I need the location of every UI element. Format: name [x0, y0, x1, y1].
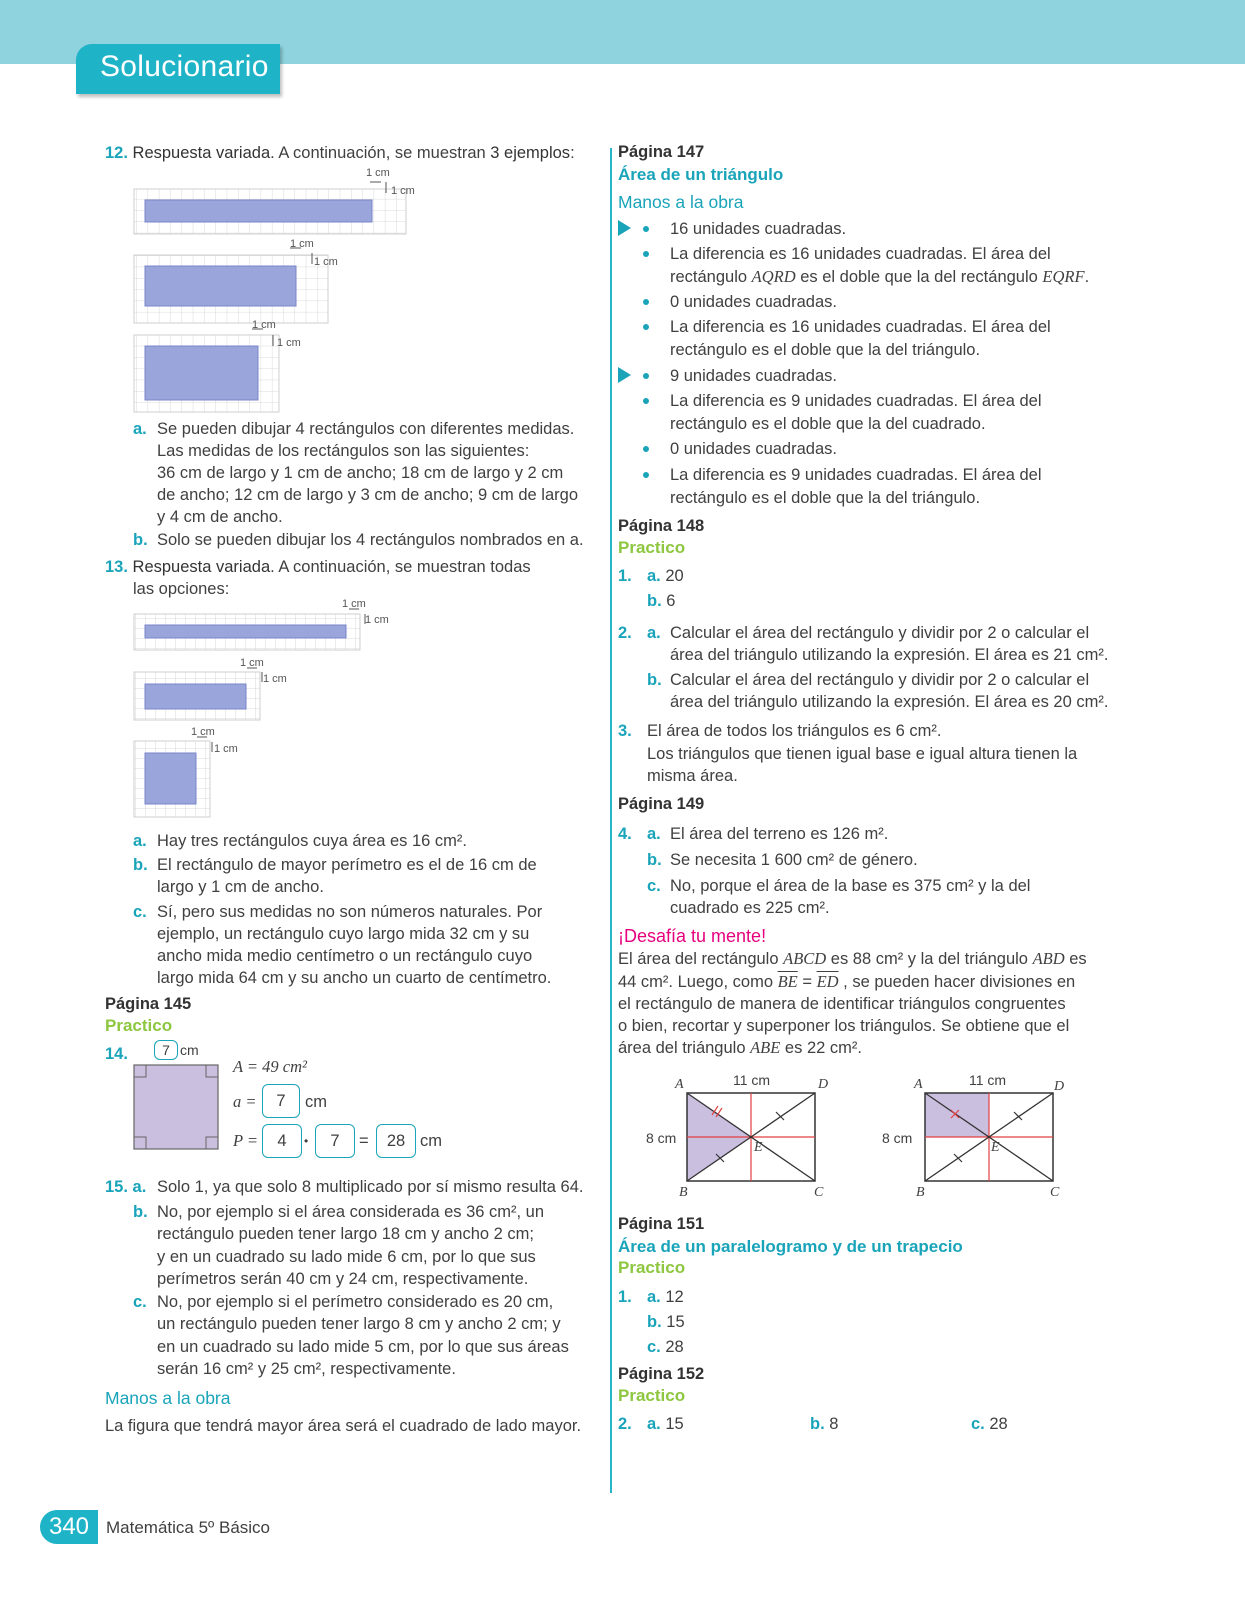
grid-label: 1 cm: [277, 337, 301, 349]
s1-c: c. 28: [647, 1338, 684, 1356]
bullet-text: rectángulo es el doble que la del triángulo.: [670, 341, 981, 359]
vertex-label: D: [1054, 1079, 1065, 1094]
q15-b-line: y en un cuadrado su lado mide 6 cm, por lo que sus: [157, 1248, 536, 1266]
q13-grids: [125, 598, 605, 823]
bullet-icon: [643, 373, 649, 379]
q14-number: 14.: [105, 1045, 128, 1063]
bullet-text: rectángulo es el doble que la del triángulo.: [670, 489, 981, 507]
bullet-text: La diferencia es 16 unidades cuadradas. El área del: [670, 245, 1051, 263]
bullet-icon: [643, 226, 649, 232]
q12-grids: [125, 165, 605, 415]
grid-label: 1 cm: [252, 319, 276, 331]
manos-heading: Manos a la obra: [618, 192, 744, 212]
r2-b-line: área del triángulo utilizando la expresión. El área es 20 cm².: [670, 693, 1109, 711]
r1-b-label: b. 6: [647, 592, 676, 610]
r4-c-line: No, porque el área de la base es 375 cm² y la del: [670, 877, 1031, 895]
bullet-text: La diferencia es 16 unidades cuadradas. El área del: [670, 318, 1051, 336]
bullet-text: La diferencia es 9 unidades cuadradas. El área del: [670, 392, 1042, 410]
r1-a-label: a. 20: [647, 567, 684, 585]
desafia-line: el rectángulo de manera de identificar triángulos congruentes: [618, 995, 1066, 1013]
side-value-unit: cm: [305, 1093, 327, 1111]
bullet-icon: [643, 324, 649, 330]
grid-label: 1 cm: [240, 657, 264, 669]
q15-c-line: serán 16 cm² y 25 cm², respectivamente.: [157, 1360, 456, 1378]
r3-line: Los triángulos que tienen igual base e igual altura tienen la: [647, 745, 1078, 763]
height-label: 8 cm: [882, 1130, 913, 1146]
bullet-text: 9 unidades cuadradas.: [670, 367, 837, 385]
grid-label: 1 cm: [214, 743, 238, 755]
r4: 4.: [618, 825, 632, 843]
page-number: 340: [40, 1510, 98, 1544]
q15-b: b.: [133, 1203, 148, 1221]
page-heading-149: Página 149: [618, 795, 705, 813]
page-heading-147: Página 147: [618, 143, 705, 161]
vertex-label: B: [679, 1185, 688, 1200]
grid-label: 1 cm: [314, 256, 338, 268]
bullet-text: 0 unidades cuadradas.: [670, 293, 837, 311]
vertex-label: C: [814, 1185, 824, 1200]
play-arrow-icon: [618, 220, 631, 236]
q13-b-line: El rectángulo de mayor perímetro es el de 16 cm de: [157, 856, 537, 874]
q12-a-line: Se pueden dibujar 4 rectángulos con diferentes medidas.: [157, 420, 575, 438]
r3: 3.: [618, 722, 632, 740]
grid-label: 1 cm: [191, 726, 215, 738]
bullet-icon: [643, 472, 649, 478]
perimeter-result-box: 28: [376, 1124, 416, 1158]
vertex-label: E: [754, 1140, 763, 1155]
desafia-heading: ¡Desafía tu mente!: [618, 926, 767, 946]
page-heading-151: Página 151: [618, 1215, 705, 1233]
r4-a-text: El área del terreno es 126 m².: [670, 825, 889, 843]
rectangle-figures: [640, 1070, 1100, 1200]
q13-heading: 13. Respuesta variada. A continuación, se muestran todas: [105, 558, 531, 576]
perimeter-box-2: 7: [315, 1124, 355, 1158]
side-label: a =: [233, 1092, 257, 1111]
q12-a-line: y 4 cm de ancho.: [157, 508, 283, 526]
s1-b: b. 15: [647, 1313, 685, 1331]
bullet-text: 16 unidades cuadradas.: [670, 220, 847, 238]
page-heading-145: Página 145: [105, 995, 192, 1013]
bullet-text: rectángulo es el doble que la del cuadrado.: [670, 415, 986, 433]
q15-a-text: Solo 1, ya que solo 8 multiplicado por sí mismo resulta 64.: [157, 1178, 584, 1196]
desafia-line: 44 cm². Luego, como $\overline{BE} = \overline{ED}$ , se pueden hacer divisiones en: [618, 972, 1076, 991]
figure-left: [687, 1093, 815, 1181]
q15-b-line: perímetros serán 40 cm y 24 cm, respectivamente.: [157, 1270, 529, 1288]
bullet-text: rectángulo AQRD es el doble que la del rectángulo EQRF.: [670, 267, 1090, 286]
play-arrow-icon: [618, 367, 631, 383]
practico-heading: Practico: [105, 1016, 173, 1035]
q13-a-text: Hay tres rectángulos cuya área es 16 cm².: [157, 832, 467, 850]
q15-c-line: en un cuadrado su lado mide 5 cm, por lo que sus áreas: [157, 1338, 569, 1356]
r2: 2.: [618, 624, 632, 642]
column-divider: [610, 148, 612, 1493]
q12-a-line: 36 cm de largo y 1 cm de ancho; 18 cm de largo y 2 cm: [157, 464, 564, 482]
q13-b-line: largo y 1 cm de ancho.: [157, 878, 324, 896]
practico-heading: Practico: [618, 538, 686, 557]
r2-a-label: a.: [647, 624, 661, 642]
perimeter-box-1: 4: [262, 1124, 302, 1158]
s1: 1.: [618, 1288, 632, 1306]
bullet-icon: [643, 299, 649, 305]
q13-heading-line2: las opciones:: [133, 580, 230, 598]
q15-c: c.: [133, 1293, 147, 1311]
q12-a-line: Las medidas de los rectángulos son las siguientes:: [157, 442, 530, 460]
r4-b-text: Se necesita 1 600 cm² de género.: [670, 851, 918, 869]
manos-text: La figura que tendrá mayor área será el cuadrado de lado mayor.: [105, 1417, 582, 1435]
page-heading-148: Página 148: [618, 517, 705, 535]
desafia-line: o bien, recortar y superponer los triángulos. Se obtiene que el: [618, 1017, 1070, 1035]
vertex-label: E: [991, 1140, 1000, 1155]
practico-heading: Practico: [618, 1386, 686, 1405]
q15-c-line: No, por ejemplo si el perímetro considerado es 20 cm,: [157, 1293, 554, 1311]
q13-c: c.: [133, 903, 147, 921]
r4-c-line: cuadrado es 225 cm².: [670, 899, 830, 917]
s1-a: a. 12: [647, 1288, 684, 1306]
q13-c-line: ancho mida medio centímetro o un rectángulo cuyo: [157, 947, 533, 965]
side-unit: cm: [180, 1042, 199, 1058]
q13-b: b.: [133, 856, 148, 874]
r3-line: El área de todos los triángulos es 6 cm².: [647, 722, 942, 740]
width-label: 11 cm: [733, 1072, 771, 1088]
practico-heading: Practico: [618, 1258, 686, 1277]
r4-b: b.: [647, 851, 662, 869]
vertex-label: D: [818, 1077, 829, 1092]
q15-b-line: No, por ejemplo si el área considerada es 36 cm², un: [157, 1203, 545, 1221]
section-heading: Área de un paralelogramo y de un trapecio: [618, 1237, 963, 1256]
q12-a: a.: [133, 420, 147, 438]
r2-b-label: b.: [647, 671, 662, 689]
bullet-text: La diferencia es 9 unidades cuadradas. El área del: [670, 466, 1042, 484]
q12-heading: 12. Respuesta variada. A continuación, se muestran 3 ejemplos:: [105, 144, 575, 162]
height-label: 8 cm: [646, 1130, 677, 1146]
vertex-label: C: [1050, 1185, 1060, 1200]
q13-a: a.: [133, 832, 147, 850]
section-heading: Área de un triángulo: [618, 165, 784, 184]
side-box: 7: [154, 1040, 178, 1060]
perimeter-unit: cm: [420, 1132, 442, 1150]
manos-heading: Manos a la obra: [105, 1388, 231, 1408]
section-title: Solucionario: [100, 50, 269, 83]
desafia-line: área del triángulo ABE es 22 cm².: [618, 1038, 862, 1057]
grid-label: 1 cm: [263, 673, 287, 685]
t2-b: b. 8: [810, 1415, 839, 1433]
q13-c-line: ejemplo, un rectángulo cuyo largo mida 32 cm y su: [157, 925, 530, 943]
page-heading-152: Página 152: [618, 1365, 705, 1383]
grid-label: 1 cm: [366, 167, 390, 179]
t2-c: c. 28: [971, 1415, 1008, 1433]
q12-a-line: de ancho; 12 cm de largo y 3 cm de ancho; 9 cm de largo: [157, 486, 578, 504]
area-formula: A = 49 cm²: [233, 1057, 307, 1076]
bullet-icon: [643, 398, 649, 404]
width-label: 11 cm: [969, 1072, 1007, 1088]
q15-a: 15. a.: [105, 1178, 147, 1196]
grid-label: 1 cm: [290, 238, 314, 250]
grid-label: 1 cm: [342, 598, 366, 610]
q12-b-text: Solo se pueden dibujar los 4 rectángulos nombrados en a.: [157, 531, 584, 549]
r2-a-line: área del triángulo utilizando la expresión. El área es 21 cm².: [670, 646, 1109, 664]
q13-c-line: largo mida 64 cm y su ancho un cuarto de centímetro.: [157, 969, 552, 987]
r2-b-line: Calcular el área del rectángulo y dividir por 2 o calcular el: [670, 671, 1090, 689]
perimeter-label: P =: [233, 1131, 259, 1150]
r2-a-line: Calcular el área del rectángulo y dividir por 2 o calcular el: [670, 624, 1090, 642]
q12-b: b.: [133, 531, 148, 549]
book-title: Matemática 5º Básico: [106, 1518, 270, 1537]
vertex-label: B: [916, 1185, 925, 1200]
desafia-line: El área del rectángulo ABCD es 88 cm² y la del triángulo ABD es: [618, 949, 1087, 968]
bullet-icon: [643, 446, 649, 452]
grid-label: 1 cm: [391, 185, 415, 197]
vertex-label: A: [675, 1077, 684, 1092]
side-value-box: 7: [262, 1084, 300, 1118]
t2: 2.: [618, 1415, 632, 1433]
r4-a: a.: [647, 825, 661, 843]
r3-line: misma área.: [647, 767, 738, 785]
equals-sign: =: [359, 1132, 369, 1150]
square-figure: [133, 1064, 219, 1150]
bullet-text: 0 unidades cuadradas.: [670, 440, 837, 458]
r4-c: c.: [647, 877, 661, 895]
q13-c-line: Sí, pero sus medidas no son números naturales. Por: [157, 903, 543, 921]
section-tab: [76, 44, 280, 94]
vertex-label: A: [914, 1077, 923, 1092]
t2-a: a. 15: [647, 1415, 684, 1433]
q15-b-line: rectángulo pueden tener largo 18 cm y ancho 2 cm;: [157, 1225, 534, 1243]
grid-label: 1 cm: [365, 614, 389, 626]
bullet-icon: [643, 251, 649, 257]
figure-right: [925, 1093, 1053, 1181]
q15-c-line: un rectángulo pueden tener largo 8 cm y ancho 2 cm; y: [157, 1315, 561, 1333]
r1-a: 1.: [618, 567, 632, 585]
multiply-dot: •: [304, 1134, 309, 1148]
